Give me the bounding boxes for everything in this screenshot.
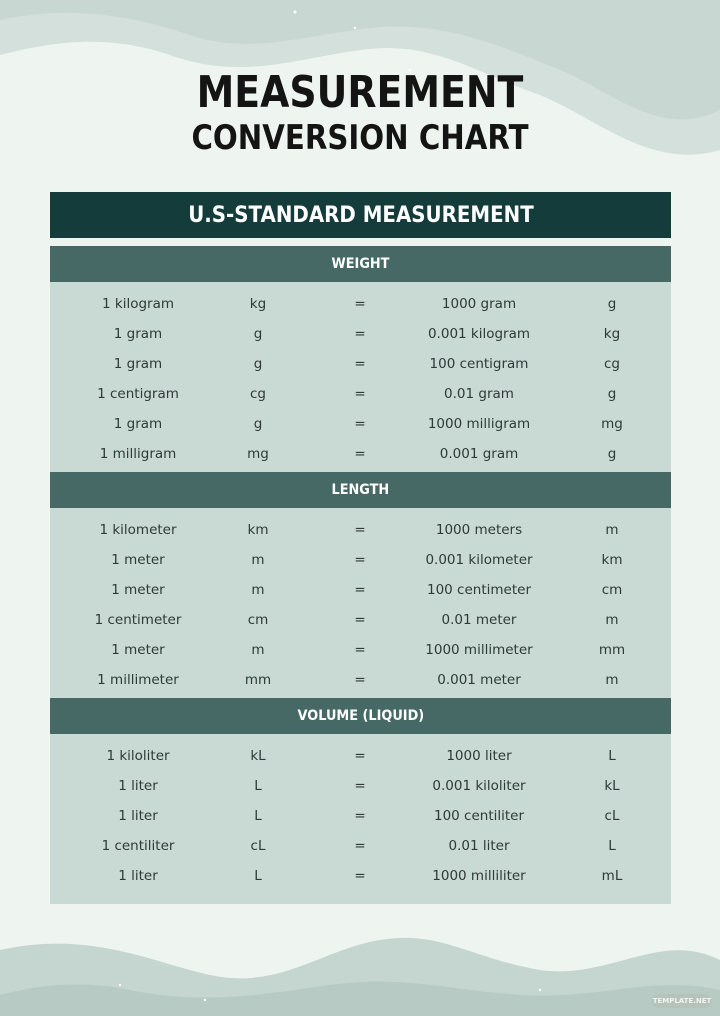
from-unit: m (251, 552, 265, 568)
from-quantity: 1 kilogram (101, 296, 175, 312)
table-row (50, 439, 671, 469)
from-unit: kL (250, 748, 266, 764)
equals-sign: = (354, 552, 366, 568)
to-quantity: 0.001 kilometer (425, 552, 533, 568)
from-quantity: 1 milligram (99, 446, 177, 462)
equals-sign: = (354, 356, 366, 372)
table-row (50, 349, 671, 379)
from-quantity: 1 centiliter (101, 838, 175, 854)
equals-sign: = (354, 642, 366, 658)
to-quantity: 1000 milliliter (432, 868, 526, 884)
table-row (50, 319, 671, 349)
from-quantity: 1 liter (118, 808, 158, 824)
equals-sign: = (354, 386, 366, 402)
from-unit: m (251, 642, 265, 658)
section-length (50, 472, 671, 705)
to-quantity: 1000 meters (435, 522, 523, 538)
section-header (50, 246, 671, 282)
from-quantity: 1 kilometer (99, 522, 177, 538)
equals-sign: = (354, 296, 366, 312)
from-unit: L (254, 778, 262, 794)
equals-sign: = (354, 446, 366, 462)
to-unit: kL (604, 778, 620, 794)
to-unit: mL (601, 868, 623, 884)
from-unit: cL (250, 838, 266, 854)
table-row (50, 289, 671, 319)
section-rows (50, 734, 671, 904)
from-quantity: 1 millimeter (97, 672, 179, 688)
title-line-1: MEASUREMENT (196, 67, 524, 118)
to-quantity: 0.001 kilogram (427, 326, 531, 342)
table-row (50, 831, 671, 861)
to-quantity: 0.01 gram (444, 386, 514, 402)
to-unit: cg (604, 356, 620, 372)
from-quantity: 1 meter (111, 642, 165, 658)
table-row (50, 741, 671, 771)
section-title: WEIGHT (331, 256, 390, 272)
equals-sign: = (354, 672, 366, 688)
table-row (50, 771, 671, 801)
watermark: TEMPLATE.NET (652, 994, 712, 1008)
to-unit: km (601, 552, 623, 568)
table-row (50, 409, 671, 439)
to-quantity: 1000 millimeter (425, 642, 533, 658)
equals-sign: = (354, 778, 366, 794)
from-unit: g (253, 326, 263, 342)
from-unit: g (253, 356, 263, 372)
to-quantity: 100 centiliter (433, 808, 525, 824)
from-quantity: 1 centimeter (94, 612, 182, 628)
from-unit: mm (244, 672, 272, 688)
table-row (50, 605, 671, 635)
from-quantity: 1 meter (111, 552, 165, 568)
section-weight (50, 246, 671, 480)
standard-header (50, 192, 671, 238)
from-unit: kg (249, 296, 267, 312)
to-unit: kg (603, 326, 621, 342)
section-header (50, 698, 671, 734)
equals-sign: = (354, 868, 366, 884)
table-row (50, 635, 671, 665)
from-quantity: 1 centigram (97, 386, 179, 402)
title-line-2: CONVERSION CHART (191, 118, 529, 158)
equals-sign: = (354, 522, 366, 538)
to-quantity: 100 centimeter (427, 582, 531, 598)
to-quantity: 0.001 meter (437, 672, 521, 688)
equals-sign: = (354, 838, 366, 854)
from-unit: L (254, 868, 262, 884)
table-row (50, 515, 671, 545)
to-unit: m (605, 522, 619, 538)
to-quantity: 1000 milligram (427, 416, 531, 432)
from-quantity: 1 gram (113, 326, 163, 342)
section-rows (50, 508, 671, 705)
to-quantity: 1000 gram (441, 296, 517, 312)
section-title: VOLUME (LIQUID) (297, 708, 424, 724)
from-unit: L (254, 808, 262, 824)
from-quantity: 1 kiloliter (106, 748, 170, 764)
from-quantity: 1 liter (118, 868, 158, 884)
to-unit: L (608, 748, 616, 764)
from-quantity: 1 liter (118, 778, 158, 794)
to-unit: m (605, 612, 619, 628)
to-quantity: 0.001 kiloliter (432, 778, 526, 794)
table-row (50, 665, 671, 695)
to-unit: L (608, 838, 616, 854)
to-unit: cL (604, 808, 620, 824)
to-unit: g (607, 386, 617, 402)
from-unit: cm (247, 612, 269, 628)
table-row (50, 801, 671, 831)
table-row (50, 575, 671, 605)
to-unit: m (605, 672, 619, 688)
equals-sign: = (354, 612, 366, 628)
section-rows (50, 282, 671, 480)
from-quantity: 1 gram (113, 356, 163, 372)
equals-sign: = (354, 416, 366, 432)
standard-header-label: U.S-STANDARD MEASUREMENT (187, 202, 534, 228)
to-quantity: 0.001 gram (439, 446, 519, 462)
to-unit: cm (601, 582, 623, 598)
to-quantity: 0.01 liter (448, 838, 510, 854)
from-unit: cg (250, 386, 266, 402)
table-row (50, 861, 671, 891)
to-quantity: 1000 liter (446, 748, 512, 764)
page-title (0, 68, 720, 158)
from-quantity: 1 gram (113, 416, 163, 432)
to-unit: mg (601, 416, 623, 432)
from-unit: m (251, 582, 265, 598)
from-unit: km (247, 522, 269, 538)
from-quantity: 1 meter (111, 582, 165, 598)
to-unit: g (607, 446, 617, 462)
section-title: LENGTH (331, 482, 390, 498)
to-quantity: 100 centigram (429, 356, 529, 372)
equals-sign: = (354, 582, 366, 598)
to-quantity: 0.01 meter (441, 612, 517, 628)
equals-sign: = (354, 748, 366, 764)
equals-sign: = (354, 326, 366, 342)
from-unit: g (253, 416, 263, 432)
from-unit: mg (247, 446, 269, 462)
equals-sign: = (354, 808, 366, 824)
table-row (50, 545, 671, 575)
table-row (50, 379, 671, 409)
section-header (50, 472, 671, 508)
section-volume (50, 698, 671, 904)
to-unit: mm (598, 642, 626, 658)
to-unit: g (607, 296, 617, 312)
